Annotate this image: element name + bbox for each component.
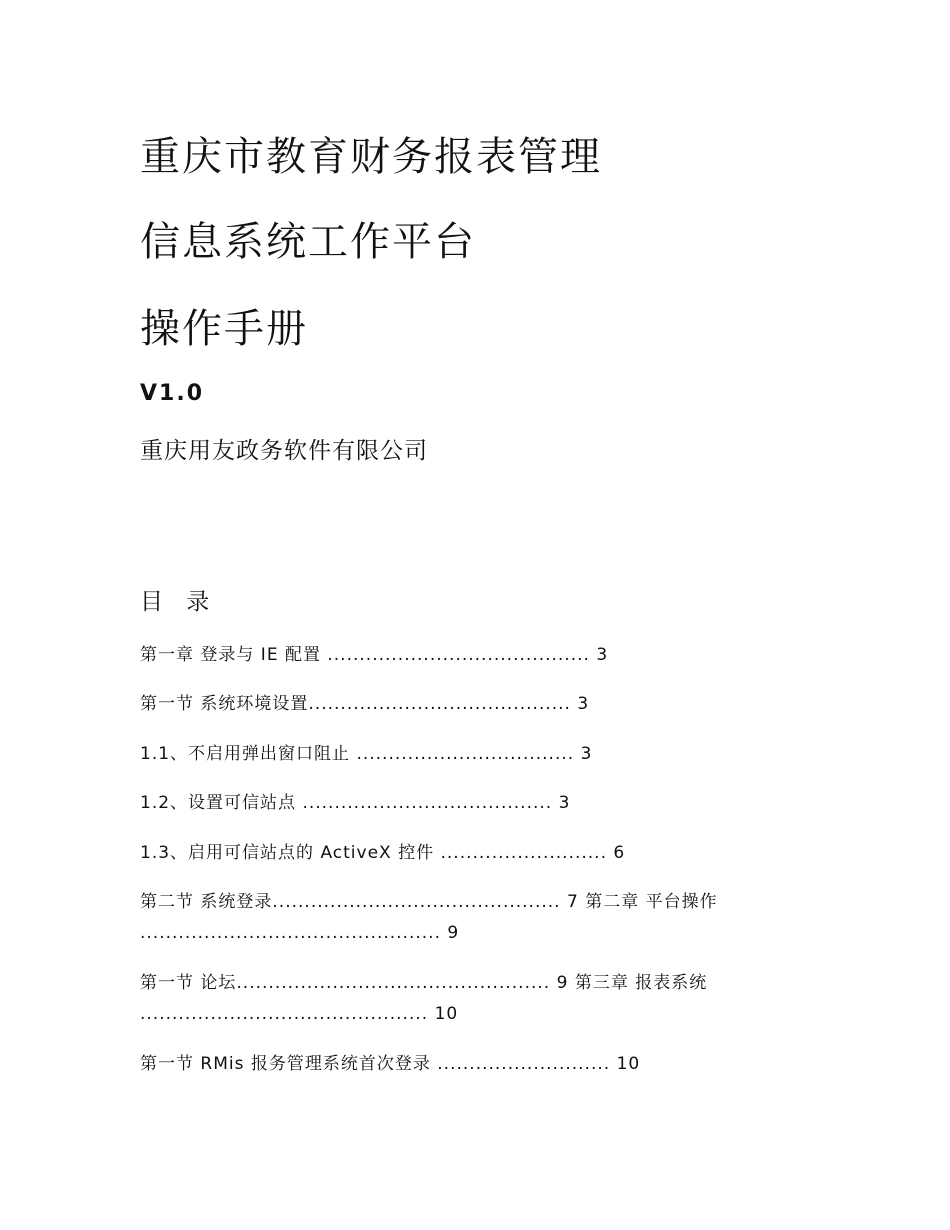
toc-entry[interactable]: 1.3、启用可信站点的 ActiveX 控件 .......................... 6: [140, 843, 626, 863]
version-label: V1.0: [140, 381, 204, 406]
title-line-3: 操作手册: [140, 306, 308, 352]
title-line-2: 信息系统工作平台: [140, 219, 476, 265]
title-line-1: 重庆市教育财务报表管理: [140, 134, 602, 180]
toc-entry-continuation[interactable]: ............................................... 9: [140, 923, 460, 943]
toc-entry[interactable]: 1.2、设置可信站点 ....................................... 3: [140, 793, 571, 813]
toc-entry[interactable]: 第一节 论坛................................................. 9 第三章 报表系统: [140, 973, 708, 993]
toc-heading: 目 录: [140, 589, 218, 615]
toc-entry[interactable]: 1.1、不启用弹出窗口阻止 .................................. 3: [140, 744, 593, 764]
toc-entry-continuation[interactable]: ............................................. 10: [140, 1004, 459, 1024]
toc-entry[interactable]: 第一节 RMis 报务管理系统首次登录 ........................... 10: [140, 1054, 641, 1074]
company-name: 重庆用友政务软件有限公司: [140, 438, 428, 464]
toc-entry[interactable]: 第一章 登录与 IE 配置 ......................................... 3: [140, 645, 609, 665]
toc-entry[interactable]: 第一节 系统环境设置......................................... 3: [140, 694, 590, 714]
toc-entry[interactable]: 第二节 系统登录............................................. 7 第二章 平台操作: [140, 892, 718, 912]
